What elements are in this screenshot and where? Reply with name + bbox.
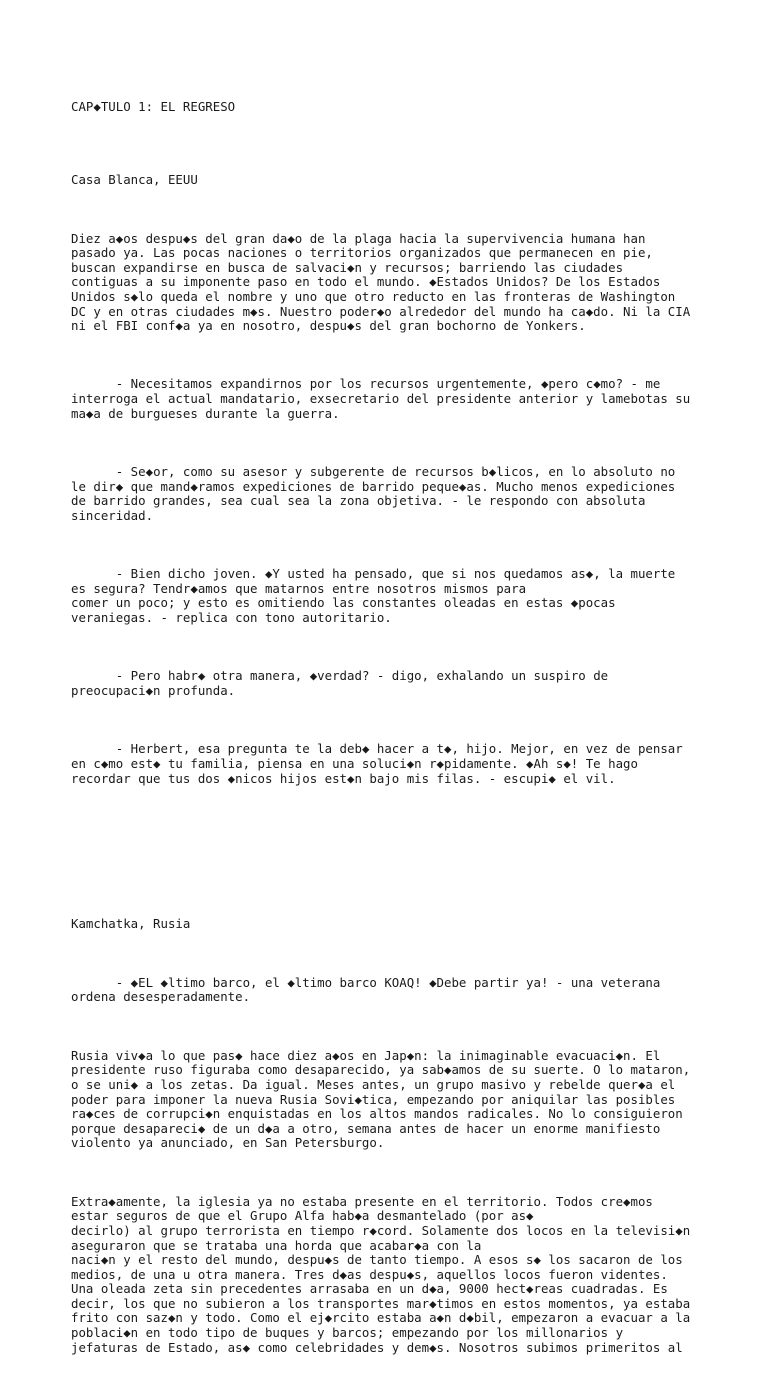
paragraph: Rusia viv◆a lo que pas◆ hace diez a◆os en Jap◆n: la inimaginable evacuaci◆n. El presidente ruso figuraba como desaparecido, ya sab◆amos de su suerte. O lo mataron, o se uni◆ a los zetas. Da igual. Meses antes, un grupo masivo y rebelde quer◆a el poder para imponer la nueva Rusia Sovi◆tica, empezando por aniquilar las posibles ra◆ces de corrupci◆n enquistadas en los altos mandos radicales. No lo consiguieron porque desapareci◆ de un d◆a a otro, semana antes de hacer un enorme manifiesto violento ya anunciado, en San Petersburgo. [71,1047,691,1151]
chapter-title: CAP◆TULO 1: EL REGRESO [71,99,236,115]
section-heading-casa-blanca: Casa Blanca, EEUU [71,172,198,188]
paragraph: Diez a◆os despu◆s del gran da◆o de la plaga hacia la supervivencia humana han pasado ya. Las pocas naciones o territorios organizados que permanecen en pie, buscan expandirse en busca de salvaci◆n y recursos; barriendo las ciudades contiguas a su imponente paso en todo el mundo. ◆Estados Unidos? De los Estados Unidos s◆lo queda el nombre y uno que otro reducto en las fronteras de Washington DC y en otras ciudades m◆s. Nuestro poder◆o alrededor del mundo ha ca◆do. Ni la CIA ni el FBI conf◆a ya en nosotro, despu◆s del gran bochorno de Yonkers. [71,230,691,334]
document-page [71,71,711,1384]
section-heading-kamchatka: Kamchatka, Rusia [71,916,191,932]
paragraph: Extra◆amente, la iglesia ya no estaba presente en el territorio. Todos cre◆mos estar seguros de que el Grupo Alfa hab◆a desmantelado (por as◆ decirlo) al grupo terrorista en tiempo r◆cord. Solamente dos locos en la televisi◆n aseguraron que se trataba una horda que acabar◆a con la naci◆n y el resto del mundo, despu◆s de tanto tiempo. A esos s◆ los sacaron de los medios, de una u otra manera. Tres d◆as despu◆s, aquellos locos fueron videntes. Una oleada zeta sin precedentes arrasaba en un d◆a, 9000 hect◆reas cuadradas. Es decir, los que no subieron a los transportes mar◆timos en estos momentos, ya estaba frito con saz◆n y todo. Como el ej◆rcito estaba a◆n d◆bil, empezaron a evacuar a la poblaci◆n en todo tipo de buques y barcos; empezando por los millonarios y jefaturas de Estado, as◆ como celebridades y dem◆s. Nosotros subimos primeritos al [71,1193,691,1355]
paragraph: - ◆EL ◆ltimo barco, el ◆ltimo barco KOAQ! ◆Debe partir ya! - una veterana ordena desesperadamente. [71,974,661,1005]
section-spacer [71,844,711,873]
paragraph: - Bien dicho joven. ◆Y usted ha pensado, que si nos quedamos as◆, la muerte es segura? Tendr◆amos que matarnos entre nosotros mismos para comer un poco; y esto es omitiendo las constantes oleadas en estas ◆pocas veraniegas. - replica con tono autoritario. [71,566,676,625]
paragraph: - Se◆or, como su asesor y subgerente de recursos b◆licos, en lo absoluto no le dir◆ que mand◆ramos expediciones de barrido peque◆as. Mucho menos expediciones de barrido grandes, sea cual sea la zona objetiva. - le respondo con absoluta sinceridad. [71,464,676,523]
paragraph: - Herbert, esa pregunta te la deb◆ hacer a t◆, hijo. Mejor, en vez de pensar en c◆mo est◆ tu familia, piensa en una soluci◆n r◆pidamente. ◆Ah s◆! Te hago recordar que tus dos ◆nicos hijos est◆n bajo mis filas. - escupi◆ el vil. [71,741,683,786]
paragraph: - Pero habr◆ otra manera, ◆verdad? - digo, exhalando un suspiro de preocupaci◆n profunda. [71,668,609,698]
paragraph: - Necesitamos expandirnos por los recursos urgentemente, ◆pero c◆mo? - me interroga el actual mandatario, exsecretario del presidente anterior y lamebotas su ma◆a de burgueses durante la guerra. [71,376,691,421]
